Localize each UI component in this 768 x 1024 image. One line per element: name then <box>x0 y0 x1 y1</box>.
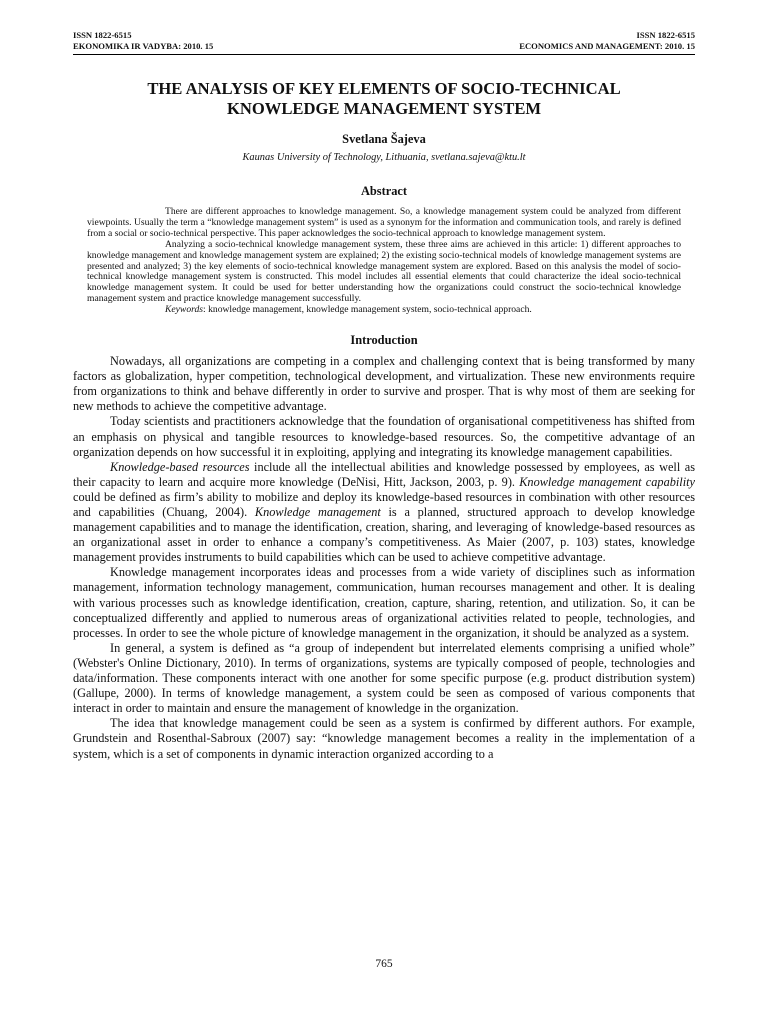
intro-paragraph-3 <box>73 460 695 566</box>
title-line-2: KNOWLEDGE MANAGEMENT SYSTEM <box>226 99 542 118</box>
intro-p3-text-3: is a planned, structured approach to develop knowledge management capabilities and to manage the identification, creation, sharing, and leveraging of knowledge-based resources as an organizational asset in order to enhance a company’s competitiveness. As Maier (2007, p. 103) states, knowledge management provides instruments to build capabilities which can be used to achieve competitive advantage. <box>73 505 695 565</box>
abstract-paragraph-1: There are different approaches to knowledge management. So, a knowledge management system could be analyzed from different viewpoints. Usually the term a “knowledge management system” is used as a synonym for the information and communication tools, and rarely is defined from a social or socio-technical perspective. This paper acknowledges the socio-technical approach to knowledge management system. <box>87 206 681 239</box>
title-line-1: THE ANALYSIS OF KEY ELEMENTS OF SOCIO-TECHNICAL <box>147 79 621 98</box>
keywords-text: : knowledge management, knowledge management system, socio-technical approach. <box>203 304 532 316</box>
header-left <box>73 30 213 52</box>
header-left-journal: EKONOMIKA IR VADYBA: 2010. 15 <box>73 41 214 51</box>
abstract-heading: Abstract <box>360 184 408 198</box>
intro-paragraph-6: The idea that knowledge management could be seen as a system is confirmed by different authors. For example, Grundstein and Rosenthal-Sabroux (2007) say: “knowledge management becomes a reality in the implementation of a system, which is a set of components in dynamic interaction organized according to a <box>73 716 695 761</box>
author-name: Svetlana Šajeva <box>342 132 426 146</box>
author-affiliation: Kaunas University of Technology, Lithuania, svetlana.sajeva@ktu.lt <box>242 152 526 163</box>
header-right <box>519 30 695 52</box>
intro-paragraph-4: Knowledge management incorporates ideas and processes from a wide variety of disciplines such as information management, information technology management, communication, human recourses management and other. It is dealing with various processes such as knowledge identification, creation, capture, sharing, retention, and utilization. So, it can be conceptualized differently and applied to numerous areas of organizational activities related to people, technologies, and processes. In order to see the whole picture of knowledge management in the organization, it should be analyzed as a system. <box>73 565 695 640</box>
term-knowledge-management-capability: Knowledge management capability <box>519 474 695 489</box>
term-knowledge-management: Knowledge management <box>254 505 381 519</box>
abstract-body <box>87 207 681 316</box>
paper-page <box>73 30 695 762</box>
term-knowledge-based-resources: Knowledge-based resources <box>110 459 250 474</box>
introduction-body <box>73 354 695 762</box>
header-left-issn: ISSN 1822-6515 <box>73 30 132 40</box>
page-number: 765 <box>375 958 393 970</box>
header-right-journal: ECONOMICS AND MANAGEMENT: 2010. 15 <box>519 41 695 51</box>
paper-title <box>73 79 695 119</box>
introduction-heading: Introduction <box>350 333 418 348</box>
keywords-label: Keywords <box>165 304 204 316</box>
header-rule <box>73 54 695 55</box>
intro-p3-text-2: could be defined as firm’s ability to mobilize and deploy its knowledge-based resources in combination with other resources and capabilities (Chuang, 2004). <box>73 489 695 519</box>
abstract-paragraph-2: Analyzing a socio-technical knowledge management system, these three aims are achieved in this article: 1) different approaches to knowledge management and knowledge management system are explained; 2) the existing socio-technical models of knowledge management systems are presented and analyzed; 3) the key elements of socio-technical knowledge management system are explored. Based on this analysis the model of socio-technical knowledge management system is constructed. This model includes all essential elements that could characterize the ideal socio-technical knowledge management system. It could be used for better understanding how the organizations could construct the socio-technical knowledge management system and practice knowledge management successfully. <box>87 238 681 305</box>
header-right-issn: ISSN 1822-6515 <box>636 30 695 40</box>
intro-paragraph-1: Nowadays, all organizations are competing in a complex and challenging context that is being transformed by many factors as globalization, hyper competition, technological development, and virtualization. These new environments require from organizations to think and behave differently in order to survive and prosper. That is why most of them are seeking for new methods to achieve the competitive advantage. <box>73 354 695 414</box>
abstract-keywords <box>87 305 681 316</box>
intro-paragraph-5: In general, a system is defined as “a group of independent but interrelated elements comprising a unified whole” (Webster's Online Dictionary, 2010). In terms of organizations, systems are typically composed of people, technologies and data/information. These components interact with one another for some specific purpose (e.g. product distribution system) (Gallupe, 2000). In terms of knowledge management, a system could be seen as composed of various components that interact in order to maintain and ensure the management of knowledge in the organization. <box>73 640 695 716</box>
intro-p3-text-1: include all the intellectual abilities and knowledge possessed by employees, as well as their capacity to learn and acquire more knowledge (DeNisi, Hitt, Jackson, 2003, p. 9). <box>73 459 695 489</box>
running-header <box>73 30 695 52</box>
intro-paragraph-2: Today scientists and practitioners acknowledge that the foundation of organisational competitiveness has shifted from an emphasis on physical and tangible resources to knowledge-based resources. So, the competitive advantage of an organization depends on how successful it in exploiting, applying and integrating its knowledge management capabilities. <box>73 414 695 459</box>
